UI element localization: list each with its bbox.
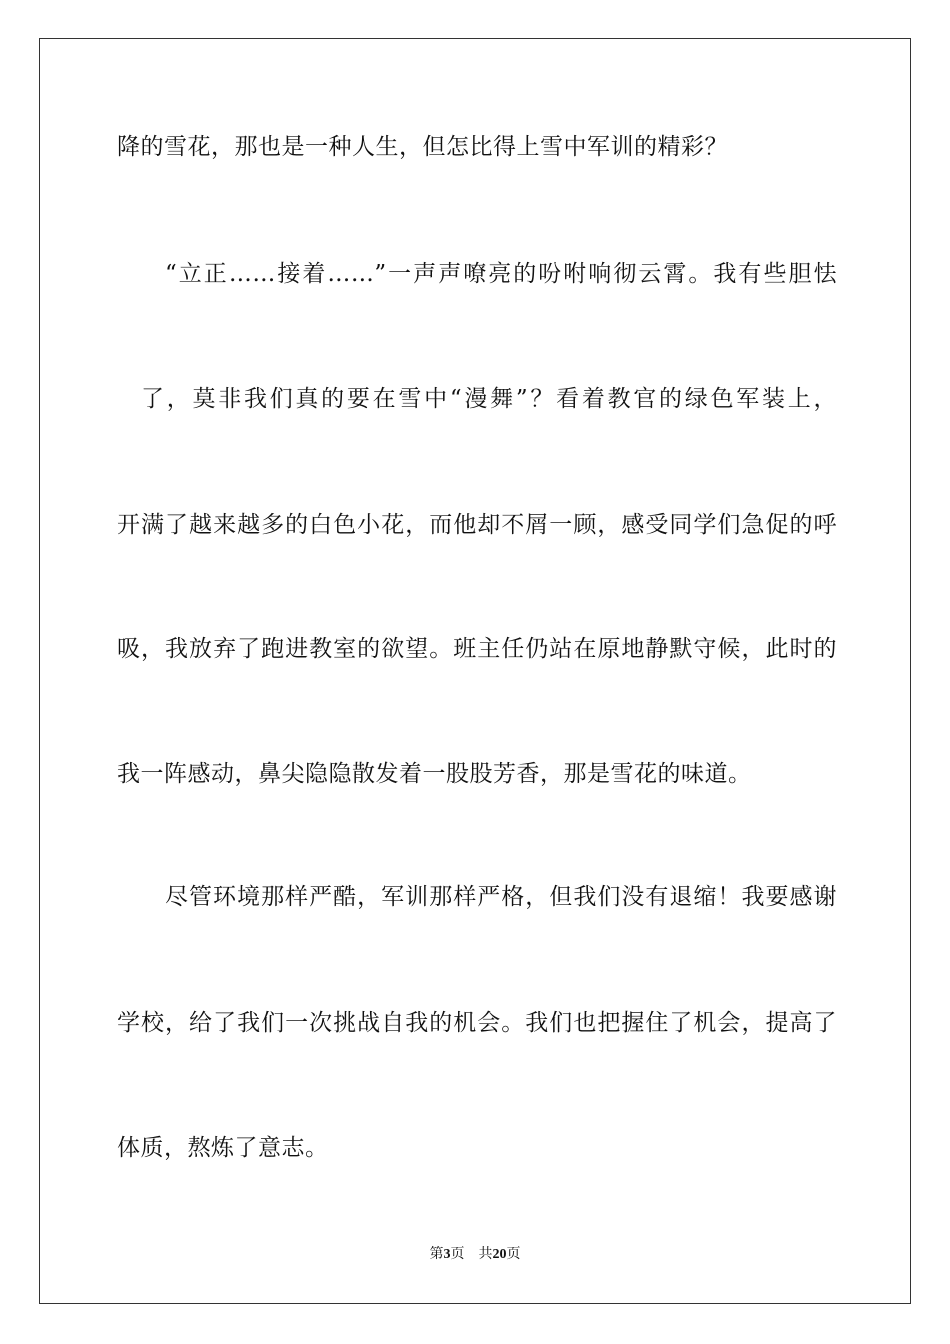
paragraph-line: “立正……接着……”一声声嘹亮的吩咐响彻云霄。我有些胆怯 — [165, 261, 837, 287]
paragraph-line: 开满了越来越多的白色小花，而他却不屑一顾，感受同学们急促的呼 — [117, 512, 837, 538]
paragraph-line: 吸，我放弃了跑进教室的欲望。班主任仍站在原地静默守候，此时的 — [117, 636, 837, 662]
paragraph-line: 尽管环境那样严酷，军训那样严格，但我们没有退缩！我要感谢 — [165, 884, 837, 910]
paragraph-line: 了，莫非我们真的要在雪中“漫舞”？看着教官的绿色军装上， — [141, 386, 837, 412]
page-number: 3 — [443, 1247, 451, 1262]
page-suffix: 页 — [450, 1247, 465, 1262]
page-footer — [0, 1246, 950, 1264]
page-prefix: 第 — [429, 1247, 444, 1262]
paragraph-line: 降的雪花，那也是一种人生，但怎比得上雪中军训的精彩？ — [117, 134, 728, 160]
total-prefix: 共 — [478, 1247, 493, 1262]
paragraph-line: 我一阵感动，鼻尖隐隐散发着一股股芳香，那是雪花的味道。 — [117, 761, 752, 787]
paragraph-line: 学校，给了我们一次挑战自我的机会。我们也把握住了机会，提高了 — [117, 1010, 837, 1036]
total-suffix: 页 — [506, 1247, 521, 1262]
page-border — [39, 38, 911, 1304]
paragraph-line: 体质，熬炼了意志。 — [117, 1135, 329, 1161]
total-pages: 20 — [492, 1247, 507, 1262]
